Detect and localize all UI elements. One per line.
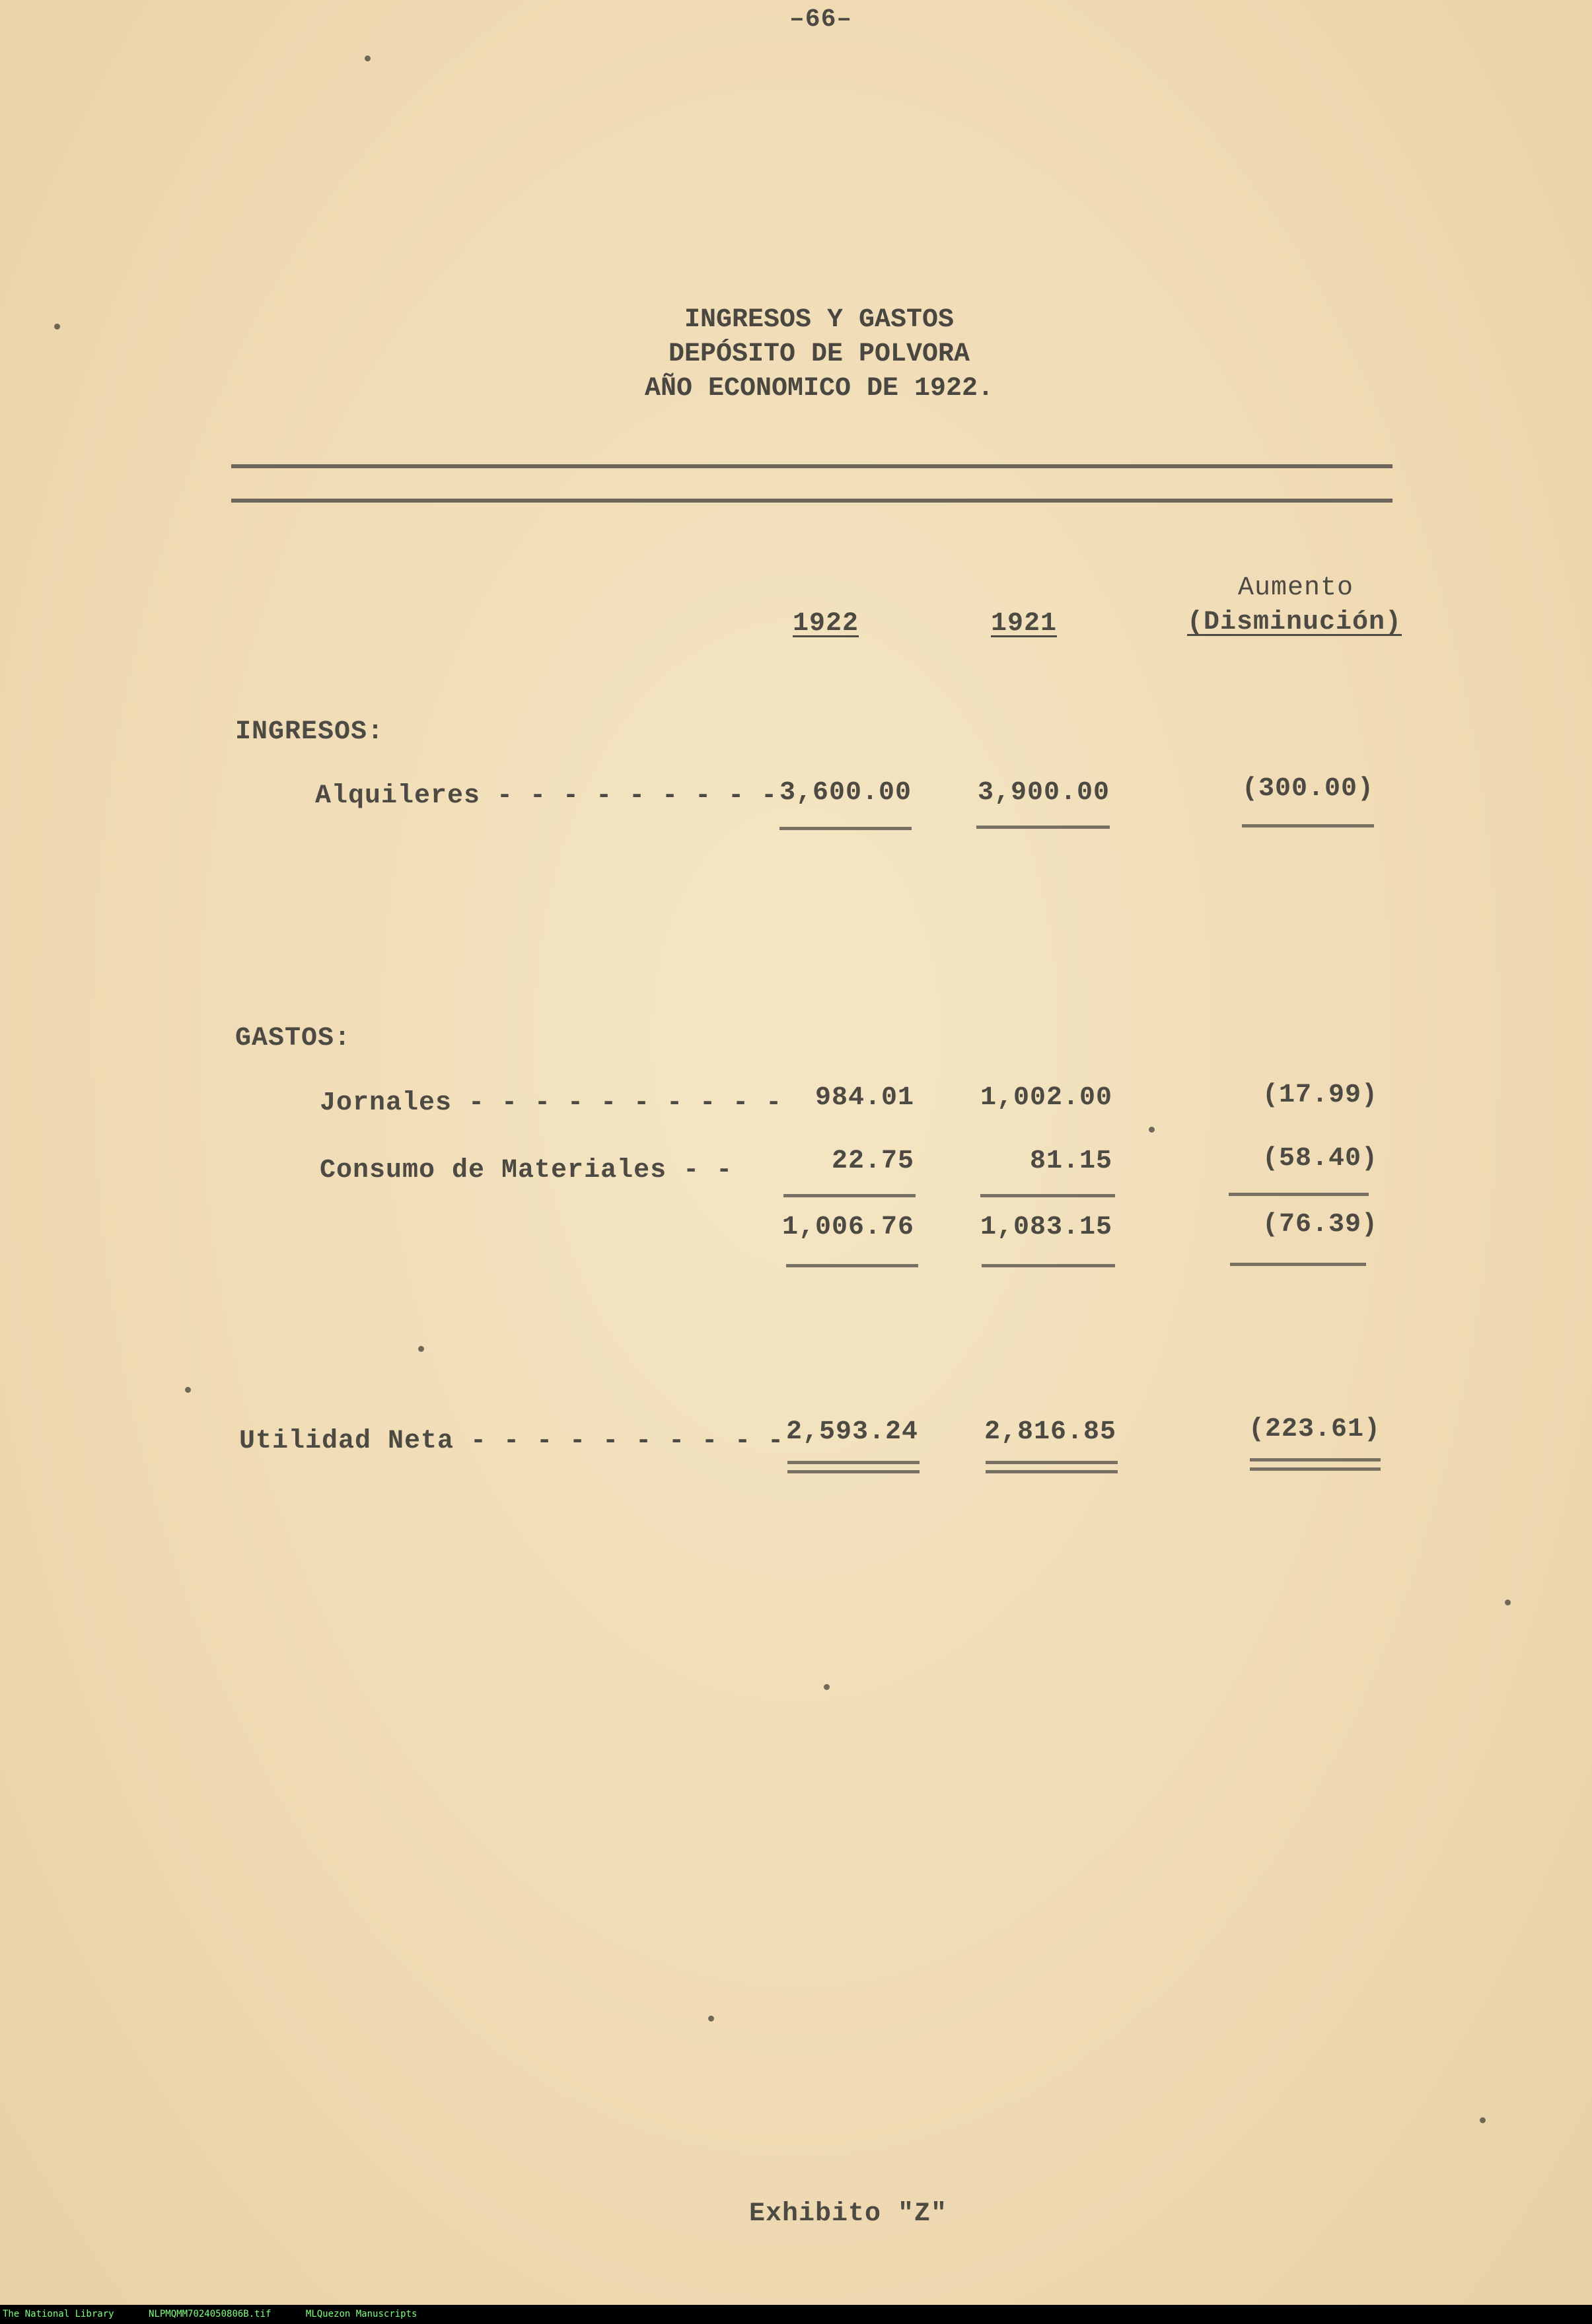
column-header-1921: 1921 [991,609,1058,639]
header-rule-top [231,464,1393,468]
footer-library: The National Library [3,2309,114,2319]
utilidad-neta-1922: 2,593.24 [785,1417,918,1447]
gastos-total-1921: 1,083.15 [980,1213,1112,1242]
paper-speck [54,324,60,330]
utilidad-diff-double-underline-a [1250,1458,1381,1461]
materiales-1921-underline [980,1194,1115,1197]
title-line-3: AÑO ECONOMICO DE 1922. [644,374,994,404]
gastos-total-1922-underline [786,1264,918,1267]
materiales-1922-underline [783,1194,916,1197]
exhibit-label: Exhibito "Z" [749,2199,948,2229]
jornales-label: Jornales - - - - - - - - - - [320,1088,783,1118]
materiales-diff: (58.40) [1262,1144,1378,1174]
header-rule-bottom [231,499,1393,503]
materiales-1922: 22.75 [831,1146,914,1176]
gastos-total-diff-underline [1230,1263,1366,1266]
alquileres-label: Alquileres - - - - - - - - - [315,781,778,811]
footer-collection: MLQuezon Manuscripts [305,2309,417,2319]
ingresos-heading: INGRESOS: [235,717,384,747]
utilidad-neta-diff: (223.61) [1248,1415,1381,1444]
scan-footer-bar [0,2305,1592,2324]
utilidad-neta-1921: 2,816.85 [984,1417,1116,1447]
paper-speck [1480,2117,1486,2123]
gastos-total-1921-underline [982,1264,1115,1267]
jornales-diff: (17.99) [1262,1080,1378,1110]
alquileres-diff-underline [1242,824,1374,827]
title-line-2: DEPÓSITO DE POLVORA [668,339,970,369]
utilidad-1922-double-underline-b [787,1470,920,1473]
utilidad-1921-double-underline-b [986,1470,1118,1473]
paper-speck [185,1387,191,1393]
column-header-1922: 1922 [793,609,859,639]
materiales-diff-underline [1229,1193,1369,1196]
utilidad-diff-double-underline-b [1250,1467,1381,1471]
alquileres-1921: 3,900.00 [977,778,1110,808]
alquileres-1921-underline [976,826,1110,829]
jornales-1922: 984.01 [814,1083,914,1113]
jornales-1921: 1,002.00 [980,1083,1112,1113]
title-line-1: INGRESOS Y GASTOS [684,305,955,335]
alquileres-diff: (300.00) [1241,774,1374,804]
gastos-total-1922: 1,006.76 [781,1213,914,1242]
column-header-aumento: Aumento [1238,573,1354,603]
utilidad-1921-double-underline-a [986,1461,1118,1464]
gastos-heading: GASTOS: [235,1024,351,1053]
materiales-label: Consumo de Materiales - - [320,1156,733,1185]
column-header-disminucion: (Disminución) [1187,608,1402,637]
footer-file: NLPMQMM7024050806B.tif [149,2309,271,2319]
alquileres-1922-underline [779,827,912,830]
alquileres-1922: 3,600.00 [779,778,912,808]
gastos-total-diff: (76.39) [1262,1210,1378,1240]
utilidad-1922-double-underline-a [787,1461,920,1464]
paper-speck [1149,1127,1155,1133]
paper-speck [1505,1600,1511,1605]
paper-speck [365,55,371,61]
paper-speck [708,2016,714,2022]
materiales-1921: 81.15 [1029,1146,1112,1176]
utilidad-neta-label: Utilidad Neta - - - - - - - - - - [239,1426,785,1456]
page-number: –66– [789,5,853,34]
paper-speck [418,1346,424,1352]
paper-speck [824,1684,830,1690]
